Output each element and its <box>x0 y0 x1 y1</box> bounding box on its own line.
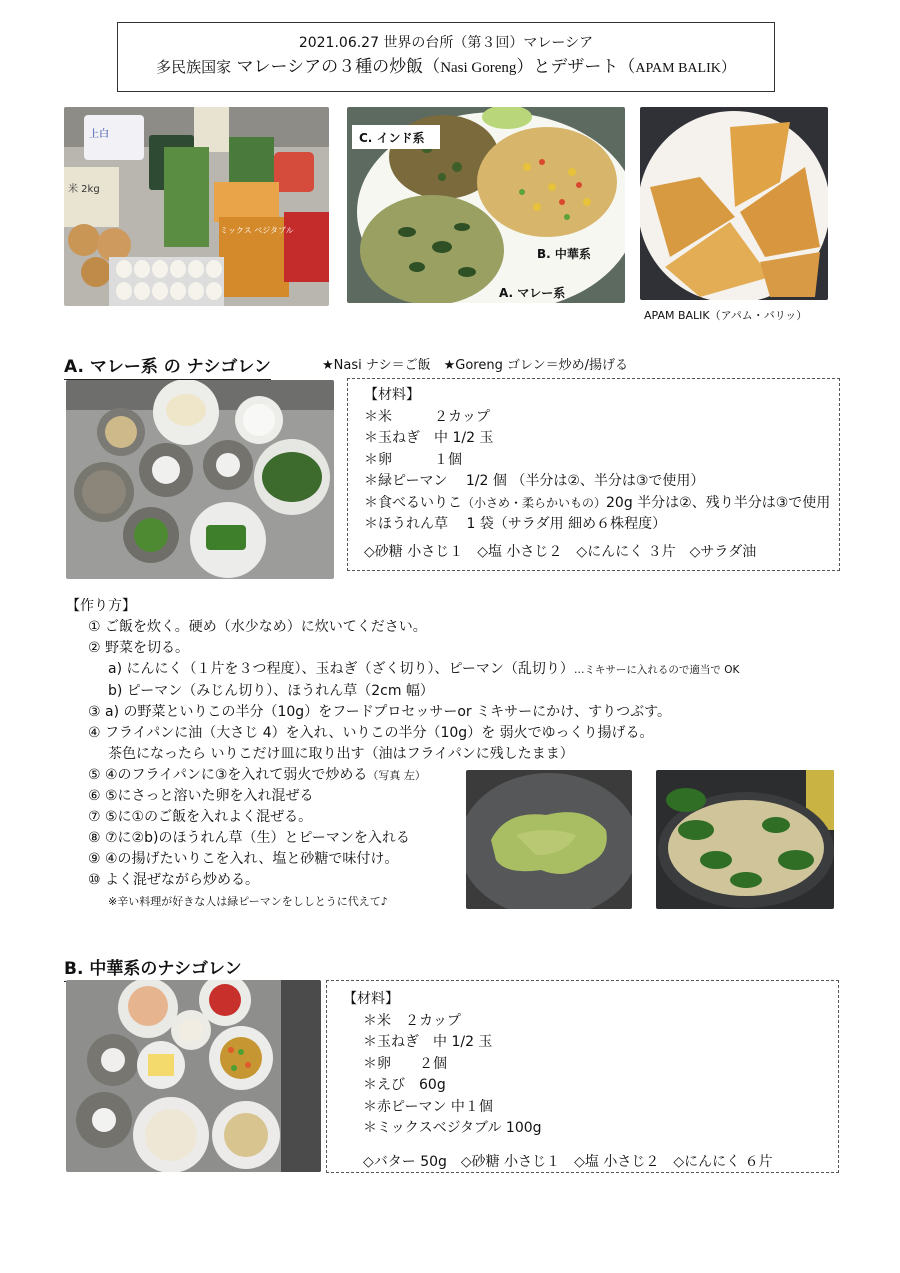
materials-title: 【材料】 <box>364 387 420 403</box>
nasi-goreng-note: ★Nasi ナシ＝ご飯 ★Goreng ゴレン＝炒め/揚げる <box>322 358 629 373</box>
title-mid: ）とデザート（ <box>516 57 636 77</box>
mixed-veg-label: ミックス ベジタブル <box>220 226 294 235</box>
material-green-pepper: ＊緑ピーマン 1/2 個 （半分は②、半分は③で使用） <box>364 473 705 489</box>
iriko-rest: 20g 半分は②、残り半分は③で使用 <box>606 494 831 511</box>
step-5-text: ⑤ ④のフライパンに③を入れて弱火で炒める <box>88 767 368 783</box>
material-b-egg: ＊卵 ２個 <box>363 1055 447 1072</box>
step-2: ② 野菜を切る。 <box>88 640 190 656</box>
section-a-ingredients-photo <box>66 380 334 579</box>
step-4b: 茶色になったら いりこだけ皿に取り出す（油はフライパンに残したまま） <box>108 746 574 762</box>
step-5 <box>88 765 739 786</box>
section-a-materials-box <box>347 378 840 571</box>
material-b-red-pepper: ＊赤ピーマン 中１個 <box>363 1098 493 1115</box>
step-9: ⑨ ④の揚げたいりこを入れ、塩と砂糖で味付け。 <box>88 851 399 867</box>
title-main: マレーシアの３種の炒飯（ <box>231 57 441 77</box>
step-10: ⑩ よく混ぜながら炒める。 <box>88 872 260 888</box>
title-dessert: APAM BALIK <box>635 61 721 76</box>
section-b-heading: B. 中華系のナシゴレン <box>64 954 242 982</box>
step-2b: b) ピーマン（みじん切り）、ほうれん草（2cm 幅） <box>108 683 434 699</box>
title-date-line: 2021.06.27 世界の台所（第３回）マレーシア <box>298 35 594 51</box>
iriko-note: （小さめ・柔らかいもの） <box>462 495 607 510</box>
material-iriko <box>364 493 839 515</box>
step-5-note: （写真 左） <box>367 769 426 782</box>
step-6: ⑥ ⑤にさっと溶いた卵を入れ混ぜる <box>88 788 314 804</box>
step-2a <box>88 659 739 681</box>
rice-label: 米 2kg <box>68 184 100 195</box>
footnote: ※辛い料理が好きな人は緑ピーマンをししとうに代えて♪ <box>108 895 388 908</box>
material-egg: ＊卵 １個 <box>364 451 462 468</box>
material-onion: ＊玉ねぎ 中 1/2 玉 <box>364 430 494 446</box>
method-title: 【作り方】 <box>66 598 136 614</box>
step-8: ⑧ ⑦に②b)のほうれん草（生）とピーマンを入れる <box>88 830 410 846</box>
section-b-materials-box <box>326 980 839 1173</box>
title-prefix: 多民族国家 <box>156 58 232 76</box>
title-box <box>117 22 775 92</box>
ingredients-photo <box>64 107 329 306</box>
material-spinach: ＊ほうれん草 1 袋（サラダ用 細め６株程度） <box>364 516 667 532</box>
material-b-onion: ＊玉ねぎ 中 1/2 玉 <box>363 1034 493 1050</box>
nasi-goreng-photo <box>347 107 625 303</box>
step-7: ⑦ ⑤に①のご飯を入れよく混ぜる。 <box>88 809 313 825</box>
material-b-rice: ＊米 ２カップ <box>363 1012 461 1029</box>
step8-photo <box>656 770 834 909</box>
material-rice: ＊米 ２カップ <box>364 408 490 425</box>
label-b-chinese: B. 中華系 <box>537 247 591 261</box>
section-b-ingredients-photo <box>66 980 321 1172</box>
material-b-mixed-veg: ＊ミックスベジタブル 100g <box>363 1120 542 1136</box>
title-end: ） <box>720 58 736 76</box>
section-a-seasonings: ◇砂糖 小さじ１ ◇塩 小さじ２ ◇にんにく ３片 ◇サラダ油 <box>364 543 757 560</box>
step-1: ① ご飯を炊く。硬め（水少なめ）に炊いてください。 <box>88 619 427 635</box>
step5-photo <box>466 770 632 909</box>
title-dish: Nasi Goreng <box>440 60 517 76</box>
section-b-seasonings: ◇バター 50g ◇砂糖 小さじ１ ◇塩 小さじ２ ◇にんにく ６片 <box>363 1153 773 1170</box>
title-main-line <box>118 54 774 82</box>
iriko-prefix: ＊食べるいりこ <box>364 494 462 511</box>
material-b-shrimp: ＊えび 60g <box>363 1077 446 1093</box>
label-a-malay: A. マレー系 <box>499 286 566 300</box>
apam-balik-photo <box>640 107 828 300</box>
step-2a-text: a) にんにく（１片を３つ程度）、玉ねぎ（ざく切り）、ピーマン（乱切り） <box>108 661 574 677</box>
materials-b-title: 【材料】 <box>343 991 399 1007</box>
step-2a-note: …ミキサーに入れるので適当で OK <box>573 664 740 676</box>
section-a-note <box>322 354 628 373</box>
apam-caption: APAM BALIK（アパム・バリッ） <box>644 309 808 322</box>
section-a-heading: A. マレー系 の ナシゴレン <box>64 352 271 380</box>
step-4: ④ フライパンに油（大さじ 4）を入れ、いりこの半分（10g）を 弱火でゆっくり揚げる。 <box>88 725 654 741</box>
sugar-label: 上白 <box>89 129 109 140</box>
step-3: ③ a) の野菜といりこの半分（10g）をフードプロセッサーor ミキサーにかけ、すりつぶす。 <box>88 704 672 720</box>
label-c-indian: C. インド系 <box>359 131 425 145</box>
method-steps <box>88 617 739 891</box>
